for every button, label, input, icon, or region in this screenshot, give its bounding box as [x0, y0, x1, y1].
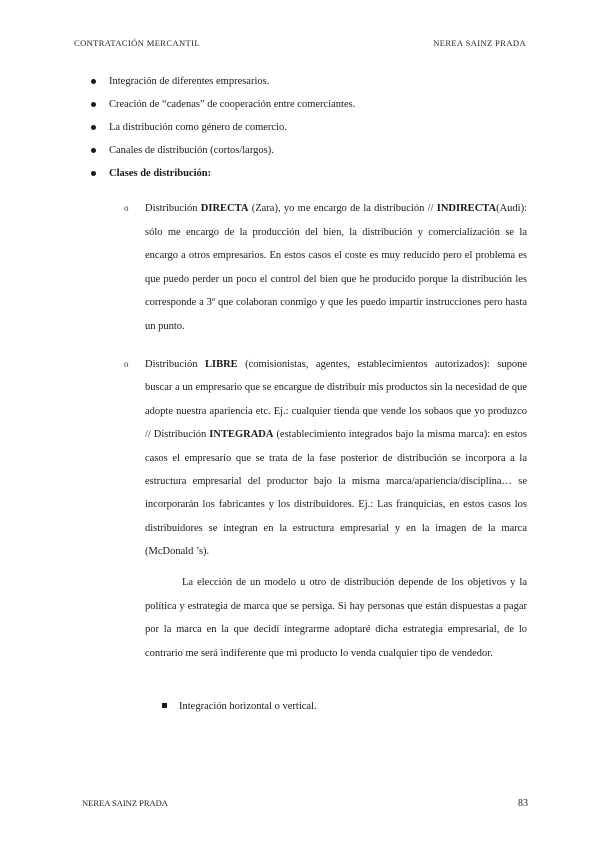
circle-bullet: o [124, 359, 129, 369]
header-title: CONTRATACIÓN MERCANTIL [74, 38, 200, 48]
text-run: (Zara), yo me encargo de la distribución // [248, 203, 437, 214]
body-paragraph: La elección de un modelo u otro de distribución depende de los objetivos y la política y estrategia de marca que se persiga. Si hay personas que están dispuestas a pagar por la marca en la que decidí integrarme adoptaré dicha estrategia empresarial, de lo contrario me será indiferente que mi producto lo venda cualquier tipo de vendedor. [145, 577, 527, 659]
text-run: (comisionistas, agentes, establecimientos autorizados): supone buscar a un empresario que se encargue de distribuir mis productos sin la necesidad de que adopte nuestra apariencia etc. Ej.: cualquier tienda que vende los sobaos que yo produzco // Distribución [145, 359, 528, 441]
bullet-item: Canales de distribución (cortos/largos). [90, 139, 530, 162]
square-bullet-icon [162, 703, 167, 708]
bold-term: DIRECTA [200, 203, 249, 214]
square-bullet-item [162, 699, 317, 715]
footer-author: NEREA SAINZ PRADA [82, 798, 168, 808]
text-run: (establecimiento integrados bajo la misma marca): en estos casos el empresario que se trata de la fase posterior de distribución se incorpora a la estructura empresarial del productor bajo la misma marca/apariencia/disciplina… se incorporarán los fabricantes y los distribuidores. Ej.: Las franquicias, en estos casos los distribuidores se integran en la estructura empresarial y en la imagen de la marca (McDonald ’s). [145, 429, 527, 558]
header-author: NEREA SAINZ PRADA [433, 38, 526, 48]
page-footer [82, 798, 528, 809]
page-number: 83 [518, 798, 528, 809]
bullet-item: Integración de diferentes empresarios. [90, 70, 530, 93]
sub-item-text [145, 197, 527, 338]
sub-item-libre [124, 353, 528, 564]
sub-item-text [145, 353, 527, 564]
sub-item-directa [124, 197, 528, 338]
bullet-item-heading: Clases de distribución: [90, 162, 530, 185]
bullet-list [90, 70, 530, 185]
square-item-text: Integración horizontal o vertical. [179, 701, 317, 712]
bullet-item: La distribución como género de comercio. [90, 116, 530, 139]
bullet-item: Creación de “cadenas” de cooperación entre comerciantes. [90, 93, 530, 116]
text-run: (Audi): sólo me encargo de la producción del bien, la distribución y comercialización se la encargo a otros empresarios. En estos casos el coste es muy reducido pero el problema es que puedo perder un poco el control del bien que he producido porque la distribución les corresponde a 3º que colaboran conmigo y que les puedo impartir instrucciones pero hasta un punto. [145, 203, 528, 332]
text-run: Distribución [145, 203, 201, 214]
bold-term: INDIRECTA [436, 203, 497, 214]
text-run: Distribución [145, 359, 205, 370]
bold-term: LIBRE [204, 359, 238, 370]
bold-term: INTEGRADA [209, 429, 274, 441]
page-header [74, 38, 526, 48]
circle-bullet: o [124, 203, 129, 213]
